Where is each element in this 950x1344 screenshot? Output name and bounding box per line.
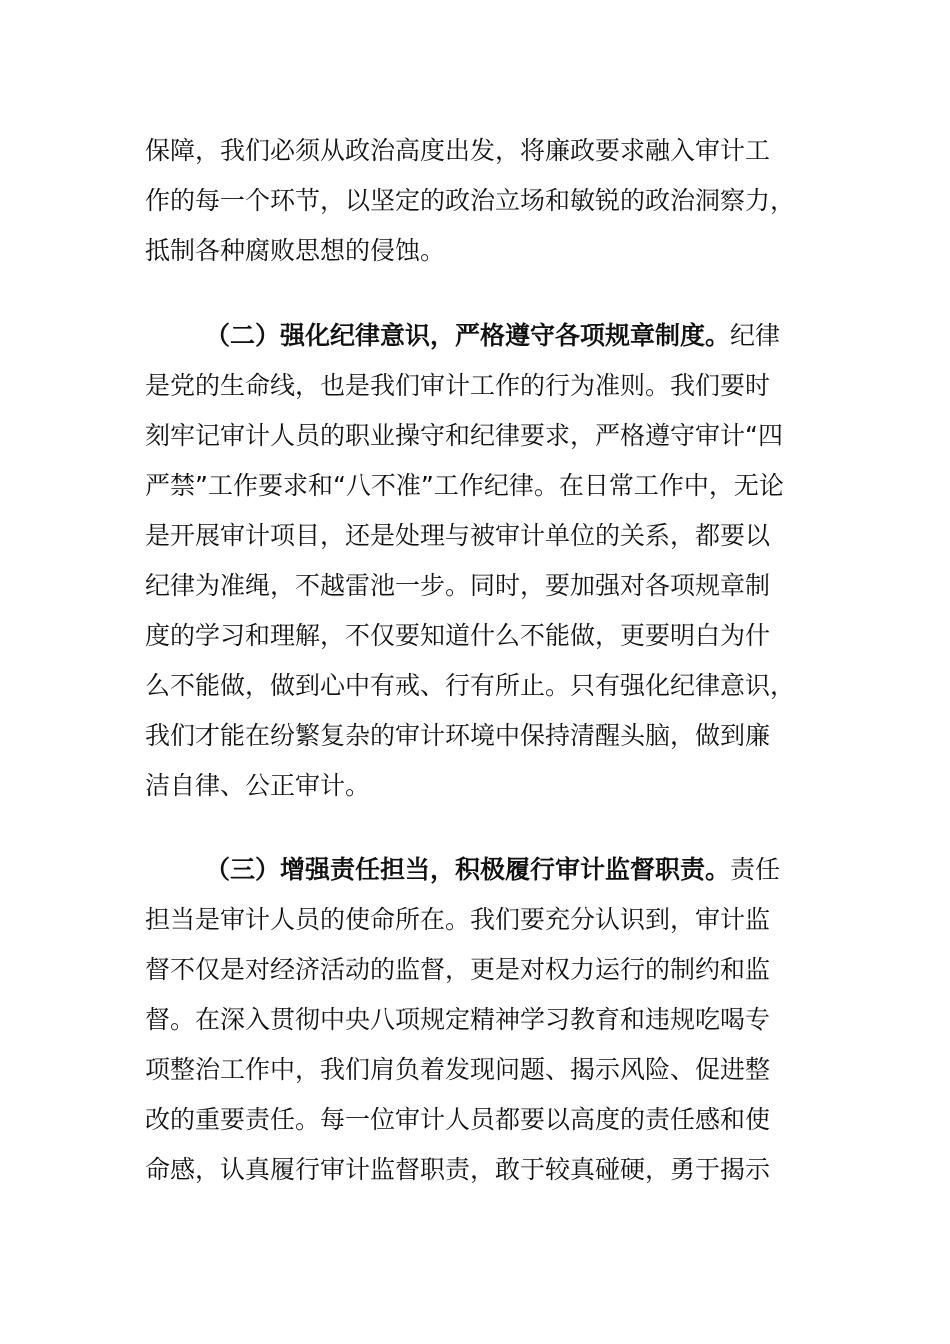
text-line: 纪律为准绳，不越雷池一步。同时，要加强对各项规章制 <box>145 571 771 600</box>
text-line: 洁自律、公正审计。 <box>145 771 371 800</box>
text-line: 是开展审计项目，还是处理与被审计单位的关系，都要以 <box>145 521 771 550</box>
text-line: 项整治工作中，我们肩负着发现问题、揭示风险、促进整 <box>145 1055 771 1084</box>
text-line: 我们才能在纷繁复杂的审计环境中保持清醒头脑，做到廉 <box>145 721 771 750</box>
paragraph-lead-text: 责任 <box>730 855 781 884</box>
paragraph-first-line <box>145 845 810 895</box>
text-line: 督。在深入贯彻中央八项规定精神学习教育和违规吃喝专 <box>145 1005 771 1034</box>
text-line: 督不仅是对经济活动的监督，更是对权力运行的制约和监 <box>145 955 771 984</box>
text-line: 担当是审计人员的使命所在。我们要充分认识到，审计监 <box>145 905 771 934</box>
text-line: 作的每一个环节，以坚定的政治立场和敏锐的政治洞察力， <box>145 186 796 215</box>
section-heading-3: （三）增强责任担当，积极履行审计监督职责。 <box>205 855 731 884</box>
text-line: 么不能做，做到心中有戒、行有所止。只有强化纪律意识， <box>145 671 796 700</box>
text-line: 保障，我们必须从政治高度出发，将廉政要求融入审计工 <box>145 136 771 165</box>
paragraph-section-2 <box>145 311 810 811</box>
text-line: 命感，认真履行审计监督职责，敢于较真碰硬，勇于揭示 <box>145 1155 771 1184</box>
paragraph-continuation <box>145 126 810 276</box>
paragraph-section-3 <box>145 845 810 1195</box>
text-line: 抵制各种腐败思想的侵蚀。 <box>145 236 446 265</box>
paragraph-lead-text: 纪律 <box>730 321 781 350</box>
section-heading-2: （二）强化纪律意识，严格遵守各项规章制度。 <box>205 321 731 350</box>
text-line: 是党的生命线，也是我们审计工作的行为准则。我们要时 <box>145 371 771 400</box>
text-line: 度的学习和理解，不仅要知道什么不能做，更要明白为什 <box>145 621 771 650</box>
paragraph-first-line <box>145 311 810 361</box>
text-line: 刻牢记审计人员的职业操守和纪律要求，严格遵守审计“四 <box>145 421 783 450</box>
text-line: 严禁”工作要求和“八不准”工作纪律。在日常工作中，无论 <box>145 471 784 500</box>
text-line: 改的重要责任。每一位审计人员都要以高度的责任感和使 <box>145 1105 771 1134</box>
